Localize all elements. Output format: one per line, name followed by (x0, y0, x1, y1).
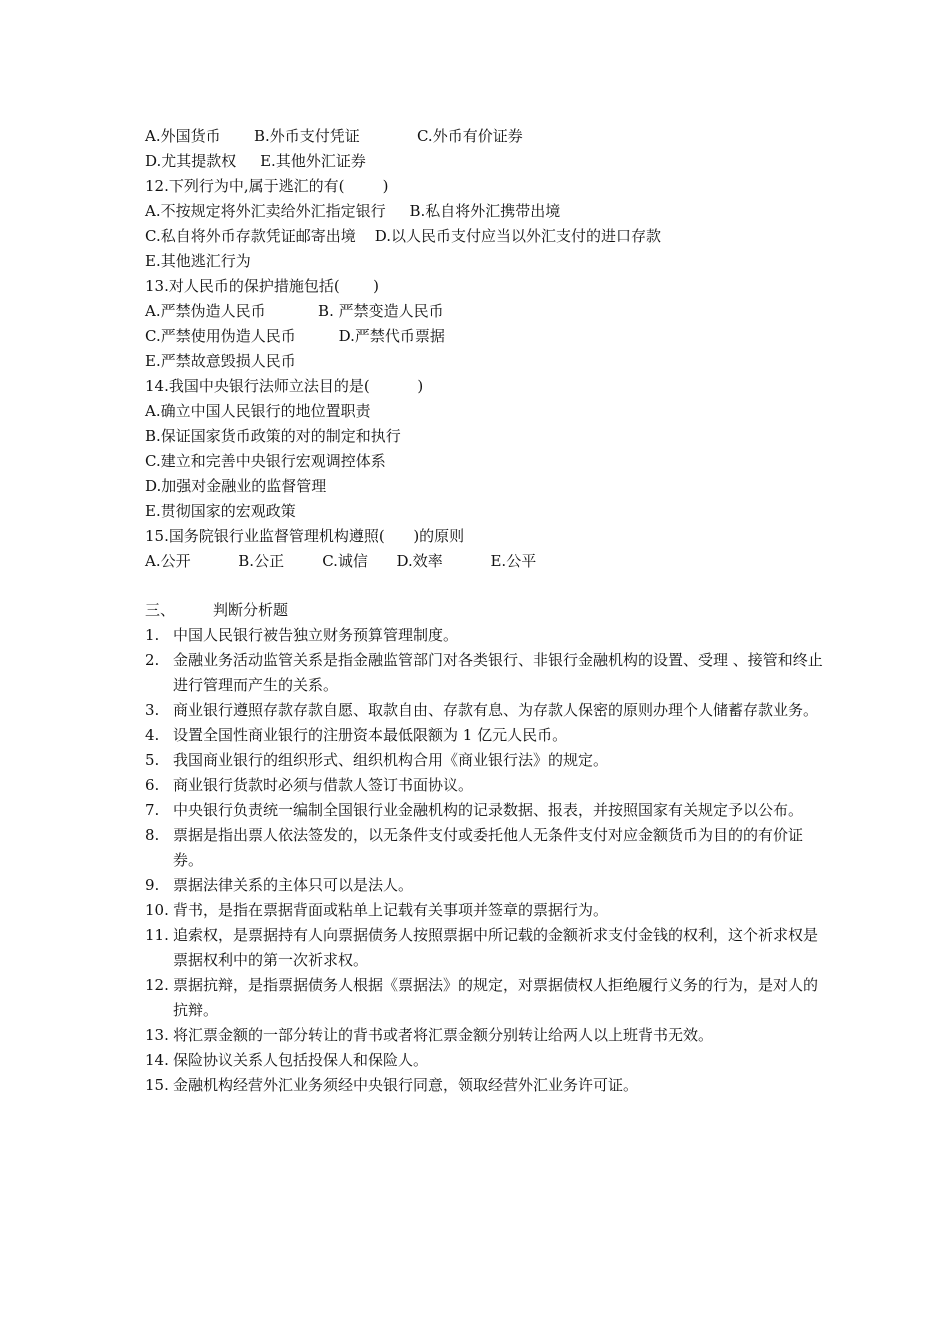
list-item (145, 1073, 825, 1098)
list-item (145, 723, 825, 748)
mc-line: A.外国货币 B.外币支付凭证 C.外币有价证券 (145, 127, 523, 145)
list-item (145, 623, 825, 648)
item-text: 商业银行遵照存款存款自愿、取款自由、存款有息、为存款人保密的原则办理个人储蓄存款业务。 (173, 701, 819, 719)
item-number: 7. (145, 801, 160, 819)
list-item (145, 798, 825, 823)
list-item (145, 648, 825, 698)
item-number: 3. (145, 701, 160, 719)
item-text: 背书，是指在票据背面或粘单上记载有关事项并签章的票据行为。 (173, 901, 609, 919)
list-item (145, 923, 825, 973)
list-item (145, 773, 825, 798)
section-title: 判断分析题 (213, 601, 289, 619)
mc-line: D.尤其提款权 E.其他外汇证券 (145, 152, 366, 170)
item-text: 金融业务活动监管关系是指金融监管部门对各类银行、非银行金融机构的设置、受理 、接管和终止进行管理而产生的关系。 (173, 651, 823, 694)
item-text: 票据是指出票人依法签发的，以无条件支付或委托他人无条件支付对应金额货币为目的的有价证券。 (173, 826, 804, 869)
list-item (145, 898, 825, 923)
list-item (145, 698, 825, 723)
item-number: 4. (145, 726, 160, 744)
list-item (145, 1023, 825, 1048)
item-number: 14. (145, 1051, 169, 1069)
item-number: 8. (145, 826, 160, 844)
item-text: 保险协议关系人包括投保人和保险人。 (173, 1051, 429, 1069)
mc-line: A.确立中国人民银行的地位置职责 (145, 402, 371, 420)
list-item (145, 748, 825, 773)
mc-line: E.其他逃汇行为 (145, 252, 251, 270)
mc-line: E.贯彻国家的宏观政策 (145, 502, 296, 520)
item-number: 11. (145, 926, 169, 944)
list-item (145, 1048, 825, 1073)
mc-line: D.加强对金融业的监督管理 (145, 477, 327, 495)
item-text: 金融机构经营外汇业务须经中央银行同意，领取经营外汇业务许可证。 (173, 1076, 639, 1094)
item-number: 12. (145, 976, 169, 994)
question-12: 12.下列行为中,属于逃汇的有( ) (145, 177, 389, 195)
item-number: 10. (145, 901, 169, 919)
judgment-section (145, 598, 825, 1098)
question-13: 13.对人民币的保护措施包括( ) (145, 277, 379, 295)
judgment-list (145, 623, 825, 1098)
item-number: 2. (145, 651, 160, 669)
mc-line: C.私自将外币存款凭证邮寄出境 D.以人民币支付应当以外汇支付的进口存款 (145, 227, 662, 245)
mc-line: A.严禁伪造人民币 B. 严禁变造人民币 (145, 302, 444, 320)
item-text: 中央银行负责统一编制全国银行业金融机构的记录数据、报表，并按照国家有关规定予以公布。 (173, 801, 804, 819)
item-text: 商业银行货款时必须与借款人签订书面协议。 (173, 776, 474, 794)
question-14: 14.我国中央银行法师立法目的是( ) (145, 377, 424, 395)
multiple-choice-block (145, 124, 825, 574)
mc-line: C.建立和完善中央银行宏观调控体系 (145, 452, 386, 470)
mc-line: C.严禁使用伪造人民币 D.严禁代币票据 (145, 327, 445, 345)
mc-line: E.严禁故意毁损人民币 (145, 352, 296, 370)
item-text: 追索权，是票据持有人向票据债务人按照票据中所记载的金额祈求支付金钱的权利，这个祈求权是票据权利中的第一次祈求权。 (173, 926, 819, 969)
list-item (145, 823, 825, 873)
mc-line: B.保证国家货币政策的对的制定和执行 (145, 427, 401, 445)
item-number: 15. (145, 1076, 169, 1094)
item-number: 1. (145, 626, 160, 644)
section-number: 三、 (145, 601, 176, 619)
item-text: 我国商业银行的组织形式、组织机构合用《商业银行法》的规定。 (173, 751, 609, 769)
item-number: 6. (145, 776, 160, 794)
item-text: 票据抗辩，是指票据债务人根据《票据法》的规定，对票据债权人拒绝履行义务的行为，是对人的抗辩。 (173, 976, 819, 1019)
section-heading (145, 598, 825, 623)
mc-line: A.不按规定将外汇卖给外汇指定银行 B.私自将外汇携带出境 (145, 202, 561, 220)
mc-line: A.公开 B.公正 C.诚信 D.效率 E.公平 (145, 552, 537, 570)
item-text: 将汇票金额的一部分转让的背书或者将汇票金额分别转让给两人以上班背书无效。 (173, 1026, 714, 1044)
item-number: 5. (145, 751, 160, 769)
list-item (145, 973, 825, 1023)
item-number: 13. (145, 1026, 169, 1044)
item-number: 9. (145, 876, 160, 894)
list-item (145, 873, 825, 898)
item-text: 中国人民银行被告独立财务预算管理制度。 (173, 626, 459, 644)
item-text: 设置全国性商业银行的注册资本最低限额为 1 亿元人民币。 (173, 726, 568, 744)
item-text: 票据法律关系的主体只可以是法人。 (173, 876, 414, 894)
question-15: 15.国务院银行业监督管理机构遵照( )的原则 (145, 527, 465, 545)
